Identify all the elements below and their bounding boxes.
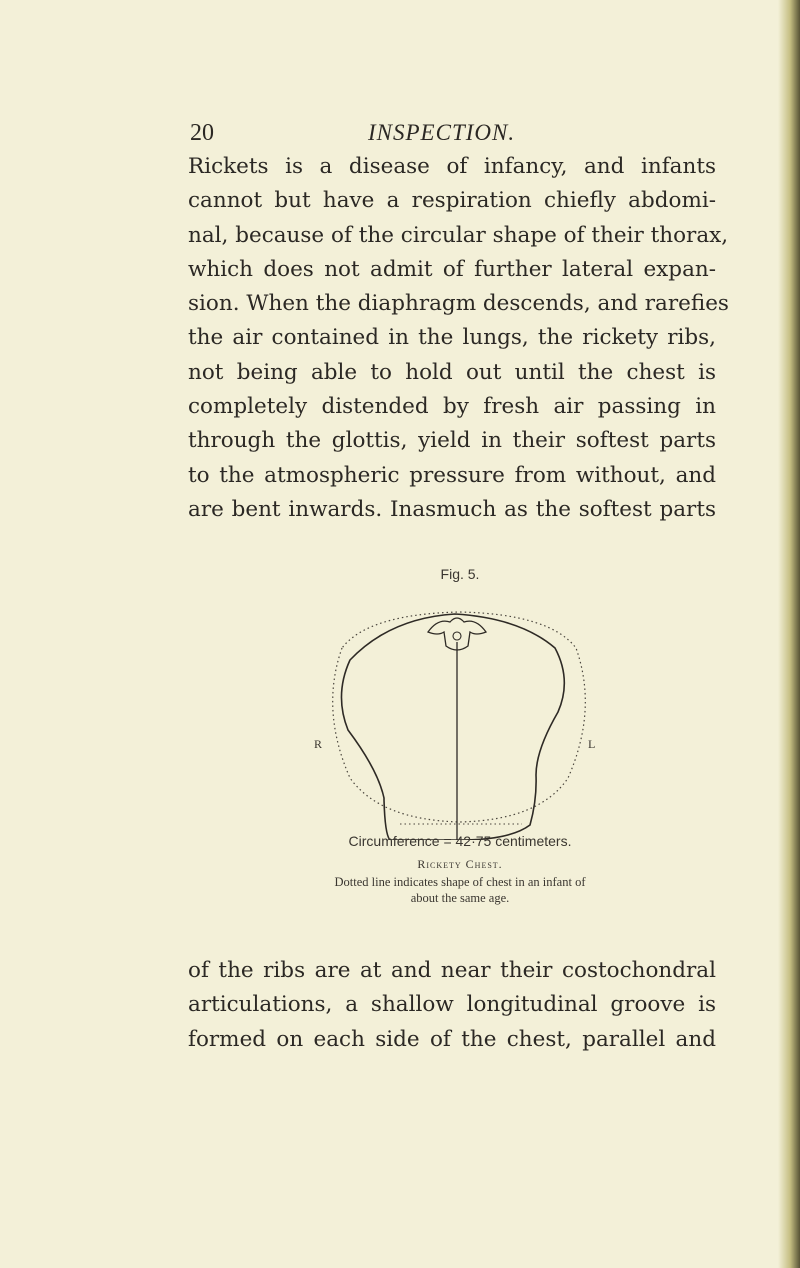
text-line: to the atmospheric pressure from without, and [188,462,716,488]
text-line: are bent inwards. Inasmuch as the softest parts [188,496,716,522]
figure-note-line: Dotted line indicates shape of chest in an infant of [334,875,586,889]
text-line: which does not admit of further lateral expan- [188,256,716,282]
figure-rickety-chest [250,566,670,906]
figure-circumference: Circumference = 42·75 centimeters. [348,833,572,849]
left-side-marker: L [588,737,596,751]
sternal-notch-icon [453,632,461,640]
chest-outline-diagram [250,600,670,840]
text-line: sion. When the diaphragm descends, and rarefies [188,291,729,317]
dotted-infant-outline [333,612,586,822]
text-line: completely distended by fresh air passing in [188,394,716,420]
chapter-title: INSPECTION. [368,120,516,145]
figure-note-line: about the same age. [410,891,510,905]
text-line: of the ribs are at and near their costochondral [188,958,716,983]
text-line: not being able to hold out until the chest is [188,359,716,385]
page-number: 20 [190,120,214,146]
text-line: cannot but have a respiration chiefly abdomi- [188,188,716,214]
right-side-marker: R [314,737,323,751]
paragraph-bottom [188,954,716,1057]
page-edge-shadow [778,0,800,1268]
text-line: the air contained in the lungs, the rickety ribs, [188,325,716,351]
text-line: articulations, a shallow longitudinal groove is [188,992,716,1018]
text-line: nal, because of the circular shape of their thorax, [188,222,729,248]
text-line: through the glottis, yield in their softest parts [188,428,716,454]
figure-title: Rickety Chest. [417,857,503,871]
text-line: formed on each side of the chest, parallel and [188,1026,716,1052]
text-line: Rickets is a disease of infancy, and infants [188,154,716,179]
solid-rickety-outline [341,614,564,840]
figure-label: Fig. 5. [440,566,480,582]
running-head [190,120,710,150]
paragraph-top [188,150,729,527]
